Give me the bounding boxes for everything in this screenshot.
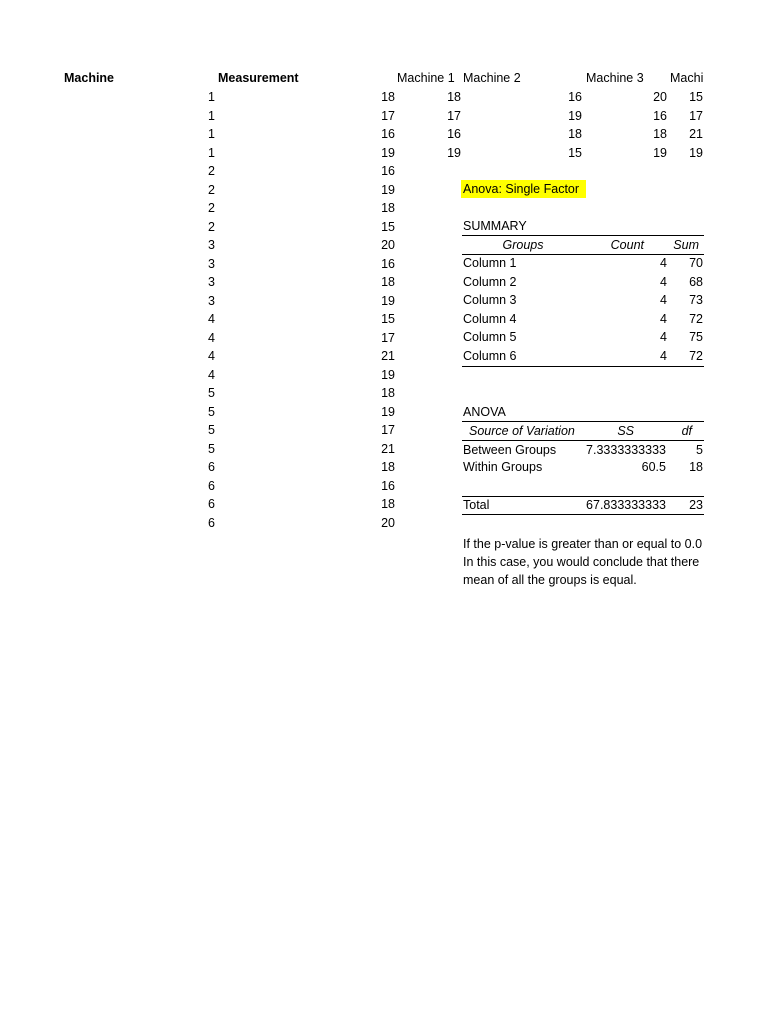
anova-total-df: 23 <box>689 498 703 512</box>
measurement-cell: 19 <box>381 367 395 382</box>
measurement-cell: 19 <box>381 293 395 308</box>
wide-table-cell: 18 <box>653 127 667 141</box>
anova-col-source: Source of Variation <box>469 424 575 438</box>
machine-cell: 2 <box>208 219 215 234</box>
note-line-1: If the p-value is greater than or equal to 0.0 <box>463 537 703 551</box>
measurement-cell: 17 <box>381 330 395 345</box>
machine-cell: 6 <box>208 460 215 474</box>
machine-cell: 1 <box>208 127 215 141</box>
summary-count-cell: 4 <box>660 330 667 345</box>
measurement-cell: 16 <box>381 127 395 141</box>
machine-cell: 5 <box>208 404 215 419</box>
summary-sum-cell: 68 <box>689 274 703 289</box>
wide-table-cell: 16 <box>568 90 582 104</box>
summary-group-cell: Column 4 <box>463 311 517 326</box>
anova-bottom-rule <box>462 514 704 515</box>
summary-group-cell: Column 2 <box>463 274 517 289</box>
wide-table-cell: 17 <box>447 108 461 123</box>
machine-cell: 4 <box>208 349 215 363</box>
measurement-cell: 18 <box>381 386 395 400</box>
machine-cell: 4 <box>208 330 215 345</box>
wide-table-cell: 15 <box>689 90 703 104</box>
header-machine: Machine <box>64 71 115 85</box>
machine-cell: 6 <box>208 478 215 493</box>
header-measurement: Measurement <box>218 71 299 85</box>
machine-cell: 3 <box>208 238 215 252</box>
machine-cell: 1 <box>208 90 215 104</box>
machine-cell: 5 <box>208 423 215 437</box>
machine-cell: 1 <box>208 145 215 160</box>
header-machine-4-partial: Machi <box>670 71 704 85</box>
measurement-cell: 20 <box>381 238 395 252</box>
measurement-cell: 18 <box>381 201 395 215</box>
anova-within-ss: 60.5 <box>641 460 666 474</box>
wide-table-cell: 15 <box>568 145 582 160</box>
summary-group-cell: Column 3 <box>463 293 517 308</box>
wide-table-cell: 18 <box>447 90 461 104</box>
wide-table-cell: 17 <box>689 108 703 123</box>
note-line-3: mean of all the groups is equal. <box>463 573 637 587</box>
machine-cell: 2 <box>208 182 215 197</box>
anova-title: Anova: Single Factor <box>461 180 586 198</box>
anova-between-label: Between Groups <box>463 443 557 457</box>
machine-cell: 3 <box>208 293 215 308</box>
machine-cell: 4 <box>208 312 215 326</box>
summary-count-cell: 4 <box>660 349 667 363</box>
machine-cell: 6 <box>208 515 215 530</box>
wide-table-cell: 19 <box>447 145 461 160</box>
wide-table-cell: 19 <box>653 145 667 160</box>
anova-col-df: df <box>681 424 692 438</box>
summary-group-cell: Column 5 <box>463 330 517 345</box>
measurement-cell: 16 <box>381 164 395 178</box>
summary-count-cell: 4 <box>660 311 667 326</box>
summary-sum-cell: 75 <box>689 330 703 345</box>
summary-col-groups: Groups <box>502 238 544 252</box>
machine-cell: 5 <box>208 441 215 456</box>
summary-col-count: Count <box>610 238 644 252</box>
anova-within-label: Within Groups <box>463 460 543 474</box>
measurement-cell: 19 <box>381 145 395 160</box>
machine-cell: 2 <box>208 164 215 178</box>
anova-between-ss: 7.3333333333 <box>586 443 666 457</box>
measurement-cell: 20 <box>381 515 395 530</box>
summary-count-cell: 4 <box>660 293 667 308</box>
machine-cell: 4 <box>208 367 215 382</box>
measurement-cell: 17 <box>381 108 395 123</box>
note-line-2: In this case, you would conclude that there <box>463 555 700 569</box>
wide-table-cell: 16 <box>653 108 667 123</box>
summary-sum-cell: 72 <box>689 311 703 326</box>
wide-table-cell: 19 <box>689 145 703 160</box>
measurement-cell: 15 <box>381 219 395 234</box>
anova-within-df: 18 <box>689 460 703 474</box>
measurement-cell: 18 <box>381 460 395 474</box>
measurement-cell: 19 <box>381 182 395 197</box>
machine-cell: 2 <box>208 201 215 215</box>
wide-table-cell: 20 <box>653 90 667 104</box>
measurement-cell: 18 <box>381 275 395 289</box>
summary-group-cell: Column 6 <box>463 349 517 363</box>
anova-total-label: Total <box>463 498 490 512</box>
machine-cell: 5 <box>208 386 215 400</box>
anova-between-df: 5 <box>696 443 703 457</box>
machine-cell: 6 <box>208 497 215 511</box>
wide-table-cell: 18 <box>568 127 582 141</box>
header-machine-1: Machine 1 <box>397 71 455 85</box>
header-machine-2: Machine 2 <box>463 71 521 85</box>
measurement-cell: 17 <box>381 423 395 437</box>
machine-cell: 1 <box>208 108 215 123</box>
machine-cell: 3 <box>208 275 215 289</box>
measurement-cell: 18 <box>381 497 395 511</box>
measurement-cell: 19 <box>381 404 395 419</box>
measurement-cell: 16 <box>381 256 395 271</box>
wide-table-cell: 21 <box>689 127 703 141</box>
measurement-cell: 15 <box>381 312 395 326</box>
measurement-cell: 16 <box>381 478 395 493</box>
summary-group-cell: Column 1 <box>463 256 517 270</box>
anova-col-ss: SS <box>617 424 634 438</box>
wide-table-cell: 19 <box>568 108 582 123</box>
summary-count-cell: 4 <box>660 256 667 270</box>
summary-bottom-rule <box>462 366 704 367</box>
measurement-cell: 21 <box>381 441 395 456</box>
measurement-cell: 21 <box>381 349 395 363</box>
measurement-cell: 18 <box>381 90 395 104</box>
summary-sum-cell: 72 <box>689 349 703 363</box>
header-machine-3: Machine 3 <box>586 71 644 85</box>
summary-sum-cell: 73 <box>689 293 703 308</box>
summary-col-sum: Sum <box>673 238 699 252</box>
anova-label: ANOVA <box>463 405 506 419</box>
anova-total-ss: 67.833333333 <box>586 498 666 512</box>
machine-cell: 3 <box>208 256 215 271</box>
summary-sum-cell: 70 <box>689 256 703 270</box>
summary-count-cell: 4 <box>660 274 667 289</box>
wide-table-cell: 16 <box>447 127 461 141</box>
summary-label: SUMMARY <box>463 219 527 233</box>
